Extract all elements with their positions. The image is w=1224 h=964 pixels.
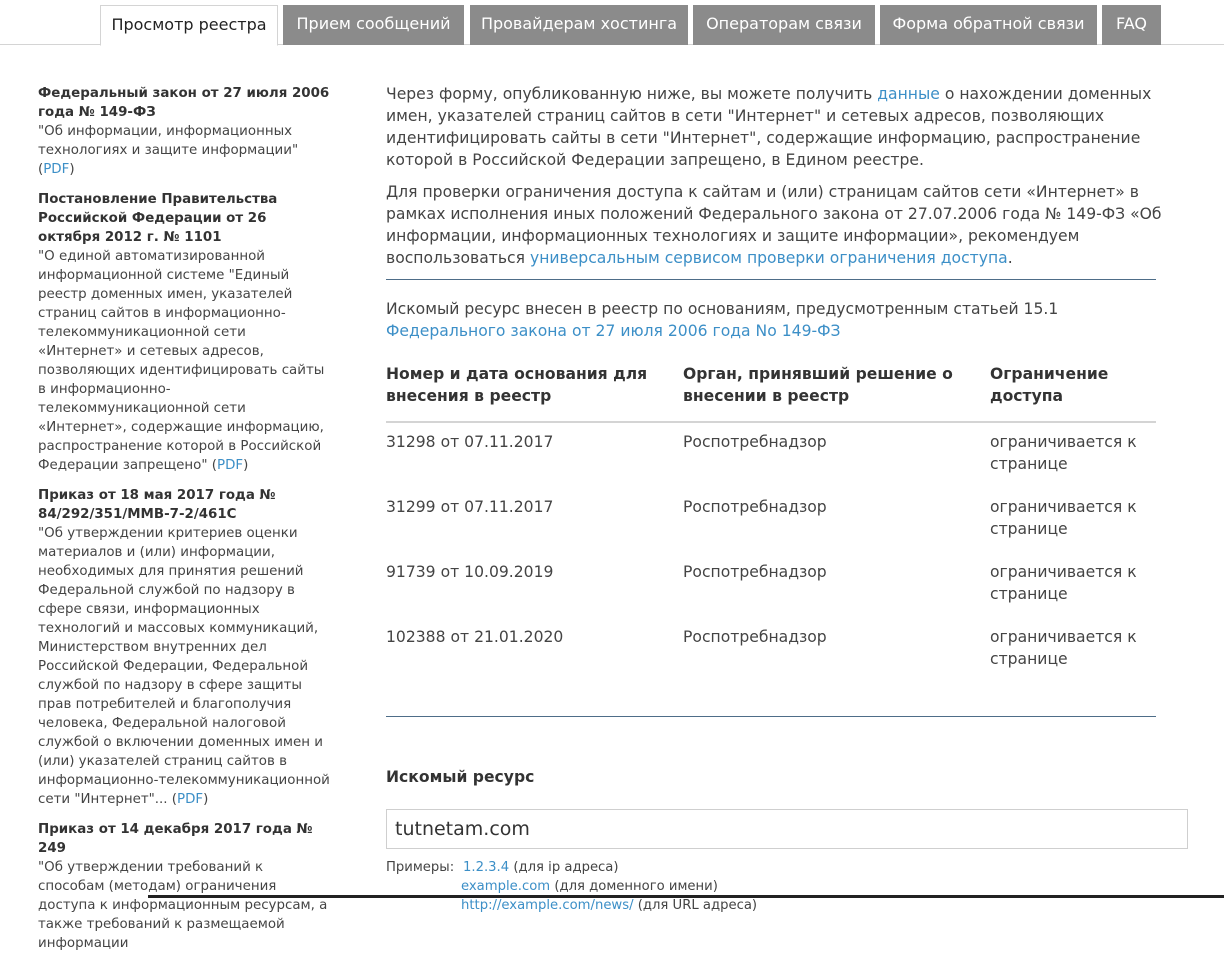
tab-telecom-operators[interactable]: Операторам связи xyxy=(693,5,875,45)
law-title: Приказ от 14 декабря 2017 года № 249 xyxy=(38,822,313,856)
data-link[interactable]: данные xyxy=(877,85,940,103)
law-description: "О единой автоматизированной информационной системе "Единый реестр доменных имен, указателей страниц сайтов в информационно-телекоммуникационной сети «Интернет» и сетевых адресов, позволяющих идентифицировать сайты в информационно-телекоммуникационной сети «Интернет», содержащие информацию, распространение которой в Российской Федерации запрещено" (PDF) xyxy=(38,249,325,473)
law-title: Приказ от 18 мая 2017 года № 84/292/351/ММВ-7-2/461С xyxy=(38,488,276,522)
main-content xyxy=(386,83,1178,915)
table-cell: 102388 от 21.01.2020 xyxy=(386,628,564,646)
registry-results-table xyxy=(386,363,1156,684)
result-basis xyxy=(386,298,1178,342)
pdf-link[interactable]: PDF xyxy=(217,458,244,473)
tab-faq[interactable]: FAQ xyxy=(1102,5,1161,45)
law-item xyxy=(38,84,330,179)
tab-messages[interactable]: Прием сообщений xyxy=(283,5,464,45)
tab-hosting-providers[interactable]: Провайдерам хостинга xyxy=(470,5,688,45)
table-cell: 31298 от 07.11.2017 xyxy=(386,433,554,451)
search-examples xyxy=(386,858,1178,915)
tab-feedback-form[interactable]: Форма обратной связи xyxy=(880,5,1097,45)
table-cell: 31299 от 07.11.2017 xyxy=(386,498,554,516)
law-description: "Об утверждении критериев оценки материалов и (или) информации, необходимых для принятия решений Федеральной службой по надзору в сфере связи, информационных технологий и массовых коммуникаций, Министерством внутренних дел Российской Федерации, Федеральной службой по надзору в сфере защиты прав потребителей и благополучия человека, Федеральной налоговой службой о включении доменных имен и (или) указателей страниц сайтов в информационно-телекоммуникационной сети "Интернет"... (PDF) xyxy=(38,526,330,807)
top-nav-tabs xyxy=(0,0,1224,45)
law-title: Федеральный закон от 27 июля 2006 года № 149-ФЗ xyxy=(38,86,330,120)
table-row xyxy=(386,619,1156,684)
example-item: 1.2.3.4 (для ip адреса) xyxy=(463,860,619,875)
law-item xyxy=(38,190,330,475)
tab-registry-view[interactable]: Просмотр реестра xyxy=(100,5,278,46)
law-item xyxy=(38,486,330,809)
example-ip-link[interactable]: 1.2.3.4 xyxy=(463,860,510,875)
bottom-edge-bar xyxy=(148,895,1224,898)
separator xyxy=(386,716,1156,717)
table-cell: 91739 от 10.09.2019 xyxy=(386,563,554,581)
table-cell: Роспотребнадзор xyxy=(683,498,827,516)
law-description: "Об утверждении требований к способам (методам) ограничения доступа к информационным ресурсам, а также требований к размещаемой информации xyxy=(38,860,328,951)
pdf-link[interactable]: PDF xyxy=(43,162,70,177)
universal-check-service-link[interactable]: универсальным сервисом проверки ограничения доступа xyxy=(529,249,1008,267)
separator xyxy=(386,279,1156,280)
example-item: http://example.com/news/ (для URL адреса) xyxy=(461,898,758,913)
example-domain-link[interactable]: example.com xyxy=(461,879,551,894)
column-header: Номер и дата основания для внесения в реестр xyxy=(386,363,683,422)
intro-paragraph: Через форму, опубликованную ниже, вы можете получить данные о нахождении доменных имен, указателей страниц сайтов в сети "Интернет" и сетевых адресов, позволяющих идентифицировать сайты в сети "Интернет", содержащие информацию, распространение которой в Российской Федерации запрещено, в Едином реестре. xyxy=(386,85,1152,169)
search-resource-label: Искомый ресурс xyxy=(386,768,535,786)
pdf-link[interactable]: PDF xyxy=(177,792,204,807)
table-header-row xyxy=(386,363,1156,422)
column-header: Орган, принявший решение о внесении в реестр xyxy=(683,363,990,422)
table-row xyxy=(386,554,1156,619)
table-cell: ограничивается к странице xyxy=(990,498,1137,538)
example-item: example.com (для доменного имени) xyxy=(461,879,718,894)
column-header: Ограничение доступа xyxy=(990,363,1156,422)
table-cell: Роспотребнадзор xyxy=(683,628,827,646)
law-description: "Об информации, информационных технологиях и защите информации" (PDF) xyxy=(38,124,299,177)
legal-docs-sidebar xyxy=(38,84,330,964)
table-cell: ограничивается к странице xyxy=(990,433,1137,473)
table-cell: Роспотребнадзор xyxy=(683,563,827,581)
table-row xyxy=(386,422,1156,489)
examples-label: Примеры: xyxy=(386,860,455,875)
table-row xyxy=(386,489,1156,554)
law-item xyxy=(38,820,330,953)
resource-search-input[interactable] xyxy=(386,809,1188,849)
table-cell: Роспотребнадзор xyxy=(683,433,827,451)
law-title: Постановление Правительства Российской Федерации от 26 октября 2012 г. № 1101 xyxy=(38,192,278,245)
federal-law-link[interactable]: Федерального закона от 27 июля 2006 года No 149-ФЗ xyxy=(386,322,841,340)
table-cell: ограничивается к странице xyxy=(990,563,1137,603)
basis-text: Искомый ресурс внесен в реестр по основаниям, предусмотренным статьей 15.1 xyxy=(386,300,1059,318)
example-url-link[interactable]: http://example.com/news/ xyxy=(461,898,634,913)
table-cell: ограничивается к странице xyxy=(990,628,1137,668)
intro-paragraph-check-service: Для проверки ограничения доступа к сайтам и (или) страницам сайтов сети «Интернет» в рамках исполнения иных положений Федерального закона от 27.07.2006 года № 149-ФЗ «Об информации, информационных технологиях и защите информации», рекомендуем воспользоваться универсальным сервисом проверки ограничения доступа. xyxy=(386,183,1162,267)
